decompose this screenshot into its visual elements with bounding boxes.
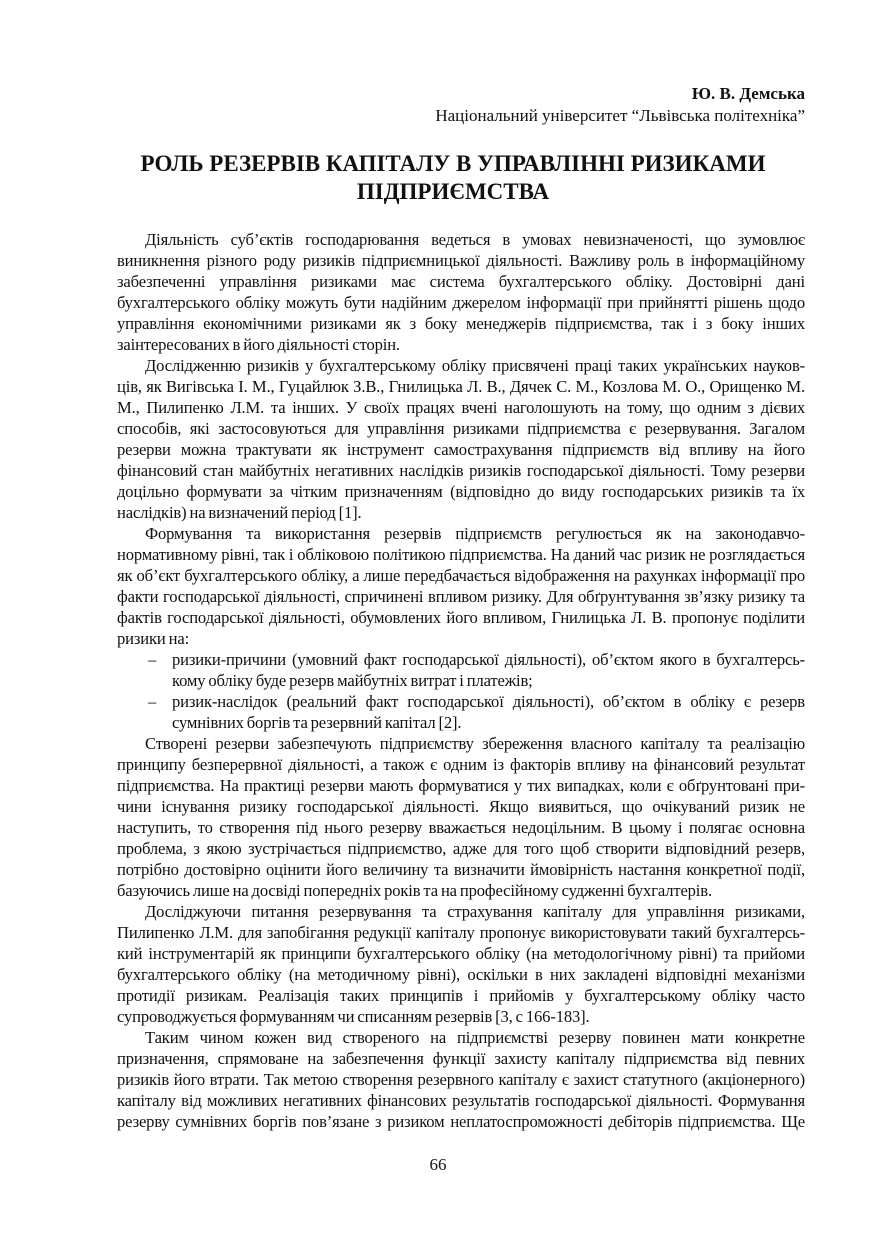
text-line: бухгалтерського обліку можуть бути надійним джерелом інформації при прийнятті рішень щодо: [117, 293, 805, 312]
text-line: призначення, спрямоване на забезпечення функції захисту капіталу підприємства від певних: [117, 1049, 805, 1068]
dash-bullet-icon: –: [148, 692, 157, 711]
page-number: 66: [429, 1155, 447, 1174]
list-item: [117, 649, 805, 691]
article-body: [117, 229, 805, 1132]
text-line: способів, які застосовуються для управління ризиками підприємства є резервування. Загалом: [117, 419, 805, 438]
text-line: наслідків) на визначений період [1].: [117, 503, 362, 522]
text-line: супроводжується формуванням чи списанням резервів [3, с 166-183].: [117, 1007, 590, 1026]
text-line: капіталу від можливих негативних фінансових результатів господарської діяльності. Формування: [117, 1091, 805, 1110]
text-line: наступить, то створення під нього резерву вважається недоцільним. В цьому і полягає основна: [117, 818, 805, 837]
title-line: ПІДПРИЄМСТВА: [356, 179, 550, 204]
text-line: Формування та використання резервів підприємств регулюється як на законодавчо-: [145, 524, 805, 543]
text-line: бухгалтерського обліку (на методичному рівні), оскільки в них закладені відповідні механізми: [117, 965, 805, 984]
text-line: фінансовий стан майбутніх негативних наслідків ризиків господарської діяльності. Тому резерви: [117, 461, 805, 480]
text-line: підприємства. На практиці резерви мають формуватися у тих випадках, коли є обґрунтовані при-: [117, 776, 805, 795]
paragraph: [117, 355, 805, 523]
text-line: нормативному рівні, так і обліковою політикою підприємства. На даний час ризик не розглядається: [117, 545, 805, 564]
text-line: чини існування ризику господарської діяльності. Якщо виявиться, що очікуваний ризик не: [117, 797, 805, 816]
text-line: потрібно достовірно оцінити його величину та визначити ймовірність настання конкретної події,: [117, 860, 805, 879]
text-line: Дослідженню ризиків у бухгалтерському обліку присвячені праці таких українських науков-: [145, 356, 805, 375]
article-title: [0, 150, 876, 206]
text-line: ризики-причини (умовний факт господарської діяльності), об’єктом якого в бухгалтерсь-: [172, 650, 805, 669]
text-line: управління економічними ризиками як з боку менеджерів підприємства, так і з боку інших: [117, 314, 805, 333]
list-item: [117, 691, 805, 733]
text-line: Діяльність суб’єктів господарювання ведеться в умовах невизначеності, що зумовлює: [145, 230, 805, 249]
paragraph: [117, 733, 805, 901]
text-line: базуючись лише на досвіді попередніх років та на професійному судженні бухгалтерів.: [117, 881, 712, 900]
text-line: сумнівних боргів та резервний капітал [2].: [172, 713, 462, 732]
text-line: забезпеченні управління ризиками має система бухгалтерського обліку. Достовірні дані: [117, 272, 805, 291]
text-line: Пилипенко Л.М. для запобігання редукції капіталу пропонує використовувати такий бухгалтерсь-: [117, 923, 805, 942]
paragraph: [117, 1027, 805, 1132]
paragraph: [117, 523, 805, 649]
text-line: М., Пилипенко Л.М. та інших. У своїх працях вчені наголошують на тому, що одним з дієвих: [117, 398, 805, 417]
text-line: виникнення різного роду ризиків підприємницької діяльності. Важливу роль в інформаційному: [117, 251, 805, 270]
text-line: ців, як Вигівська І. М., Гуцайлюк З.В., Гнилицька Л. В., Дячек С. М., Козлова М. О., Орищенко М.: [117, 377, 805, 396]
text-line: ризиків його втрати. Так метою створення резервного капіталу є захист статутного (акціонерного): [117, 1070, 805, 1089]
text-line: принципу безперервної діяльності, а також є одним із факторів впливу на фінансовий результат: [117, 755, 805, 774]
text-line: як об’єкт бухгалтерського обліку, а лише передбачається відображення на рахунках інформації про: [117, 566, 805, 585]
text-line: кому обліку буде резерв майбутніх витрат і платежів;: [172, 671, 533, 690]
title-line: РОЛЬ РЕЗЕРВІВ КАПІТАЛУ В УПРАВЛІННІ РИЗИКАМИ: [140, 151, 766, 176]
text-line: доцільно формувати за чітким призначенням (відповідно до виду господарських ризиків та їх: [117, 482, 805, 501]
page-content: [0, 229, 876, 1175]
paragraph: [117, 901, 805, 1027]
text-line: факти господарської діяльності, спричинені впливом ризику. Для обґрунтування зв’язку ризику та: [117, 587, 805, 606]
dash-bullet-icon: –: [148, 650, 157, 669]
text-line: фактів господарської діяльності, обумовлених його впливом, Гнилицька Л. В. пропонує поділити: [117, 608, 805, 627]
text-line: резерви можна трактувати як інструмент самострахування підприємств від впливу на його: [117, 440, 805, 459]
text-line: протидії ризикам. Реалізація таких принципів і прийомів у бухгалтерському обліку часто: [117, 986, 805, 1005]
text-line: ризики на:: [117, 629, 190, 648]
text-line: Досліджуючи питання резервування та страхування капіталу для управління ризиками,: [145, 902, 805, 921]
text-line: Таким чином кожен вид створеного на підприємстві резерву повинен мати конкретне: [145, 1028, 805, 1047]
text-line: кий інструментарій як принципи бухгалтерського обліку (на методологічному рівні) та прийоми: [117, 944, 805, 963]
author-name: Ю. В. Демська: [691, 84, 805, 103]
author-affiliation: Національний університет “Львівська політехніка”: [435, 106, 805, 125]
paragraph: [117, 229, 805, 355]
text-line: резерву сумнівних боргів пов’язане з ризиком неплатоспроможності дебіторів підприємства. Ще: [117, 1112, 805, 1131]
text-line: заінтересованих в його діяльності сторін.: [117, 335, 400, 354]
text-line: ризик-наслідок (реальний факт господарської діяльності), об’єктом в обліку є резерв: [172, 692, 805, 711]
text-line: Створені резерви забезпечують підприємству збереження власного капіталу та реалізацію: [145, 734, 805, 753]
text-line: проблема, з якою зустрічається підприємство, адже для того щоб створити відповідний резерв,: [117, 839, 805, 858]
